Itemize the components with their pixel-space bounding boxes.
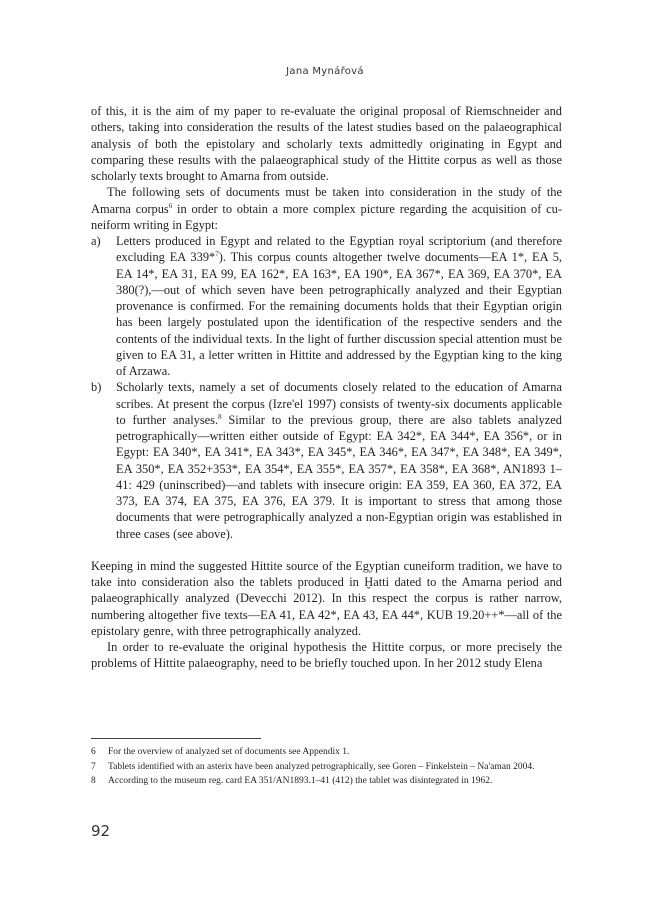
list-item-text [116, 233, 562, 379]
paragraph-3: Keeping in mind the suggested Hittite source of the Egyptian cuneiform tradition, we have to take into consideration also the tablets produced in Ḫatti dated to the Amarna period and palaeographically analyzed (Devecchi 2012). In this respect the corpus is rather narrow, numbering altogether five texts—EA 41, EA 42*, EA 43, EA 44*, KUB 19.20++*—all of the epistolary genre, with three petrographically analyzed. [91, 558, 562, 638]
footnotes [91, 745, 562, 789]
list-marker: b) [91, 380, 102, 395]
footnote-7 [91, 760, 562, 775]
list-item-text-part: Similar to the previous group, there are also tablets analyzed petrographically—written either outside of Egypt: EA 342*, EA 344*, EA 356*, or in Egypt: EA 340*, EA 341*, EA 343*, EA 345*, EA 346*, EA 347*, EA 348*, EA 349*, EA 350*, EA 352+353*, EA 354*, EA 355*, EA 357*, EA 358*, EA 368*, AN1893 1–41: 429 (uninscribed)—and tablets with insecure origin: EA 359, EA 360, EA 372, EA 373, EA 374, EA 375, EA 376, EA 379. It is important to stress that among those documents that were petrographically analyzed a non-Egyptian origin was established in three cases (see above). [116, 412, 562, 541]
paragraph-4: In order to re-evaluate the original hypothesis the Hittite corpus, or more precisely the problems of Hittite palaeography, need to be briefly touched upon. In her 2012 study Elena [91, 640, 562, 671]
footnote-text: For the overview of analyzed set of documents see Appendix 1. [108, 747, 350, 757]
footnote-ref-6[interactable]: 6 [168, 201, 173, 210]
list-item-a [91, 233, 562, 379]
main-text [91, 103, 562, 672]
paragraph-2 [91, 184, 562, 233]
running-head-author: Jana Mynářová [286, 66, 364, 77]
footnote-divider [91, 738, 261, 739]
footnote-6 [91, 745, 562, 760]
footnote-ref-8[interactable]: 8 [218, 412, 222, 421]
list-item-text-part: ). This corpus counts altogether twelve documents—EA 1*, EA 5, EA 14*, EA 31, EA 99, EA 162*, EA 163*, EA 190*, EA 367*, EA 369, EA 370*, EA 380(?),—out of which seven have been petrographically analyzed and their Egyptian provenance is confirmed. For the remaining documents holds that their Egyptian origin has been largely postulated upon the identification of the respective senders and the contents of the individual texts. In the light of further discussion special attention must be given to EA 31, a letter written in Hittite and addressed by the Egyptian king to the king of Arzawa. [116, 250, 562, 378]
footnote-8 [91, 774, 562, 789]
paragraph-1: of this, it is the aim of my paper to re-evaluate the original proposal of Riemschneider and others, taking into consideration the results of the latest studies based on the palaeographical analysis of both the epistolary and scholarly texts admittedly originating in Egypt and comparing these results with the palaeographical study of the Hittite corpus as well as those scholarly texts brought to Amarna from outside. [91, 104, 562, 183]
list-item-text-part: Scholarly texts, namely a set of documents closely related to the education of Amarna scribes. At present the corpus (Izre'el 1997) consists of twenty-six documents applicable to further analyses. [116, 380, 562, 427]
footnote-number: 8 [91, 776, 96, 787]
footnote-number: 6 [91, 747, 96, 757]
page-number: 92 [91, 822, 111, 840]
footnote-text: Tablets identified with an asterix have been analyzed petrographically, see Goren – Finkelstein – Na'aman 2004. [108, 761, 535, 772]
paragraph-2-text: The following sets of documents must be taken into consideration in the study of the Amarna corpus [91, 185, 562, 216]
footnote-number: 7 [91, 761, 96, 772]
footnote-ref-7[interactable]: 7 [215, 250, 219, 259]
list-item-text-part: Letters produced in Egypt and related to the Egyptian royal scriptorium (and therefore excluding EA 339* [116, 234, 562, 265]
list-item-b [91, 379, 562, 542]
document-sets-list [91, 233, 562, 542]
list-item-text [116, 379, 562, 542]
paragraph-2-text-cont: in order to obtain a more complex picture regarding the acquisition of cuneiform writing in Egypt: [91, 201, 562, 232]
footnote-text: According to the museum reg. card EA 351/AN1893.1–41 (412) the tablet was disintegrated in 1962. [108, 776, 493, 787]
list-marker: a) [91, 234, 101, 248]
